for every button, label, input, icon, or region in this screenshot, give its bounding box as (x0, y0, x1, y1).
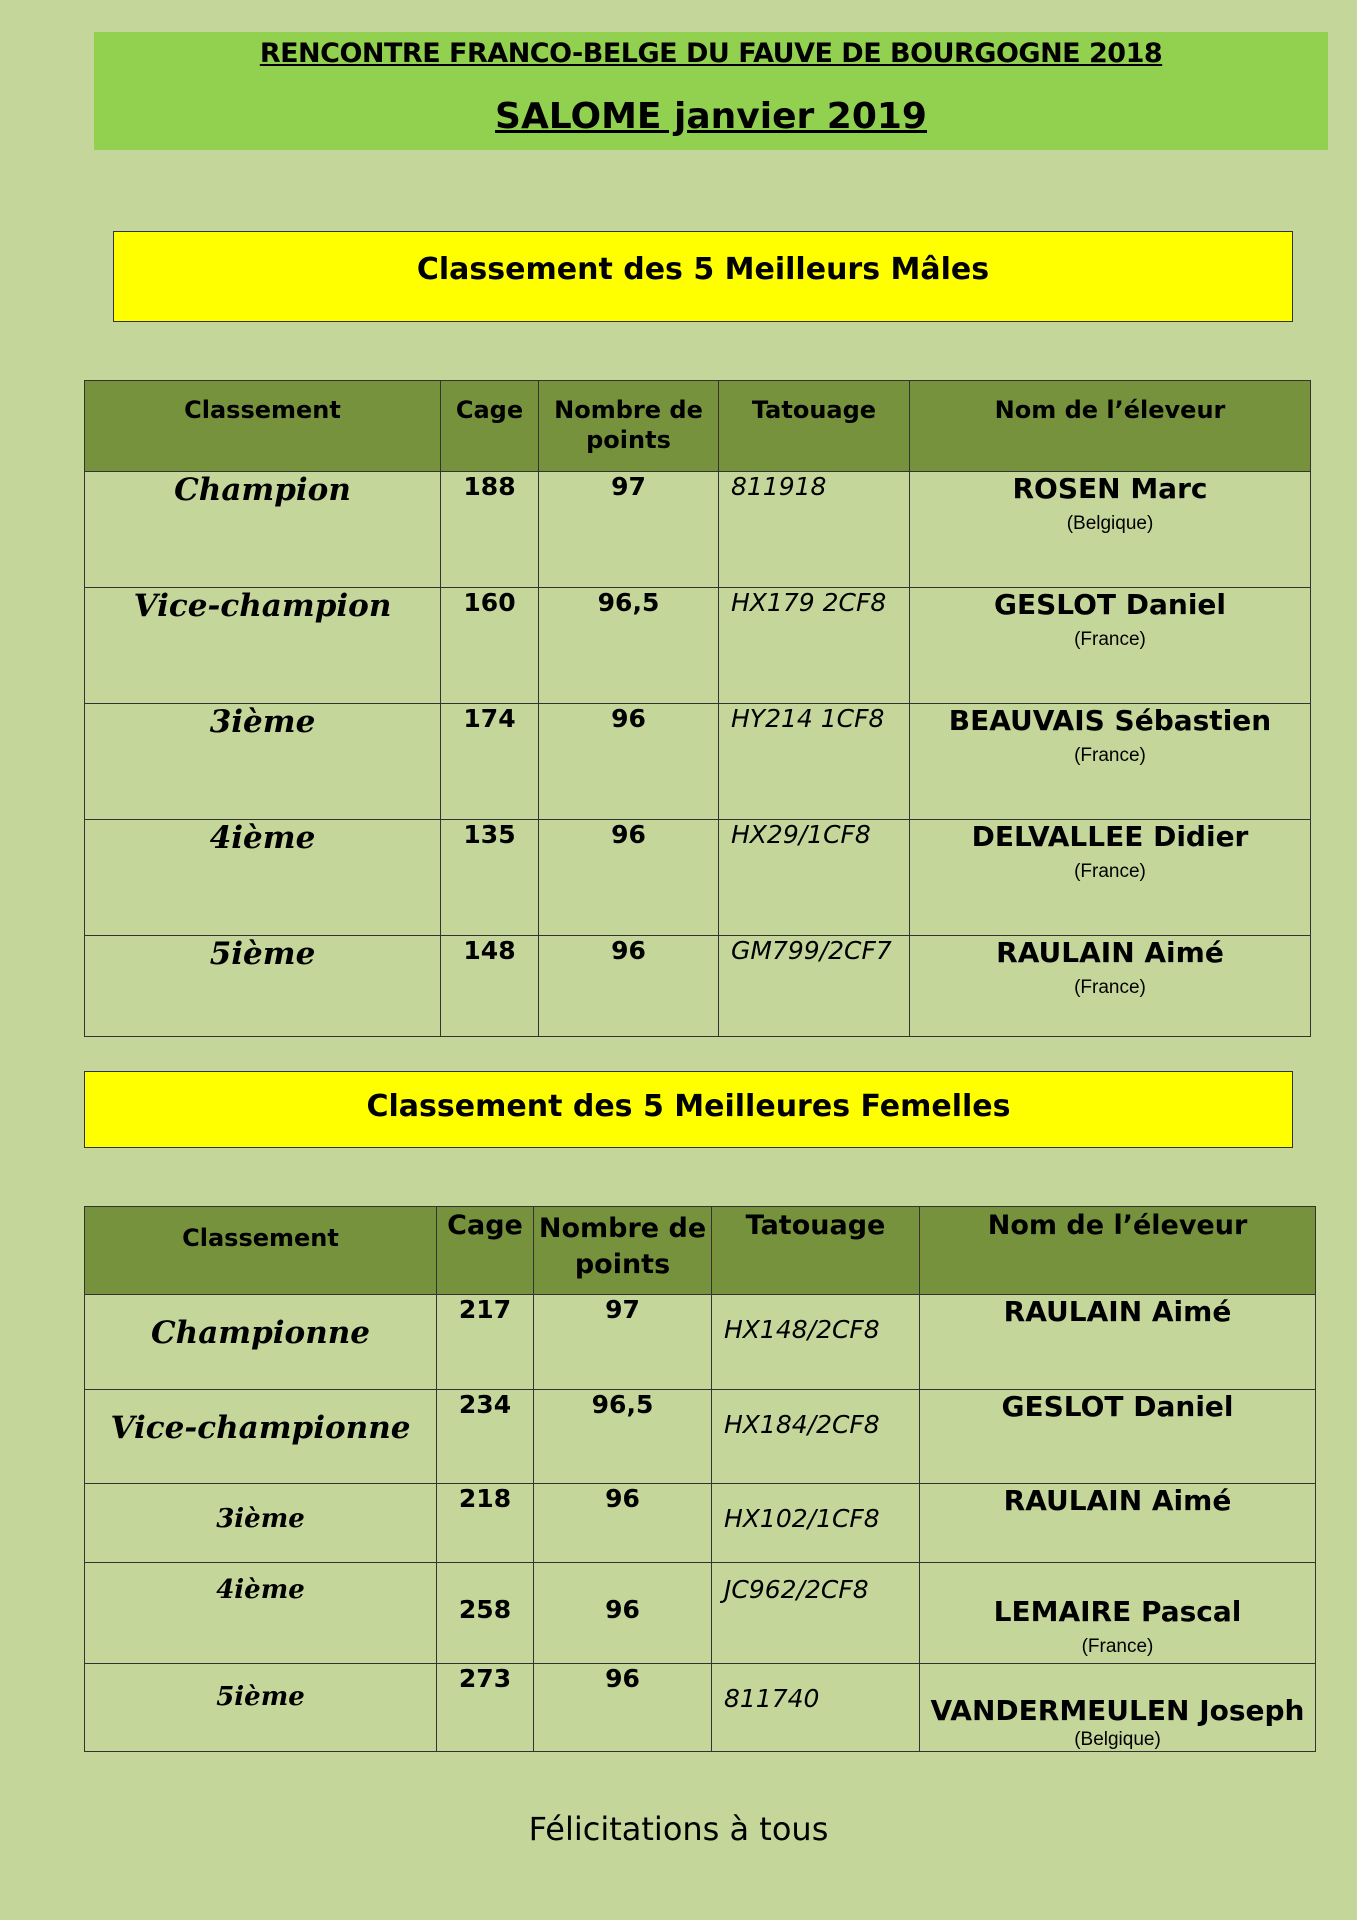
table-header-row (85, 381, 1311, 472)
col-cage: Cage (437, 1207, 534, 1295)
females-section-title: Classement des 5 Meilleures Femelles (84, 1071, 1293, 1148)
tattoo: HX179 2CF8 (731, 588, 887, 617)
rank: Champion (174, 472, 351, 508)
breeder-country: (Belgique) (1066, 513, 1154, 534)
congratulations-text: Félicitations à tous (528, 1810, 829, 1848)
cage: 234 (458, 1390, 512, 1419)
breeder-country: (France) (1074, 861, 1146, 882)
breeder-name: RAULAIN Aimé (1003, 1484, 1232, 1517)
breeder-country: (France) (1081, 1636, 1154, 1657)
table-row (85, 704, 1311, 820)
tattoo: HX29/1CF8 (731, 820, 871, 849)
table-header-row (85, 1207, 1316, 1295)
rank: Championne (150, 1315, 371, 1351)
tattoo: GM799/2CF7 (731, 936, 892, 965)
table-row (85, 472, 1311, 588)
table-row (85, 820, 1311, 936)
rank: 4ième (216, 1575, 305, 1605)
breeder-country: (Belgique) (1074, 1729, 1161, 1750)
cage: 135 (463, 820, 516, 849)
cage: 188 (463, 472, 516, 501)
breeder-name: LEMAIRE Pascal (993, 1595, 1242, 1628)
col-classement: Classement (85, 381, 441, 472)
header-band (94, 32, 1328, 150)
males-ranking-table (84, 380, 1311, 1037)
cage: 258 (458, 1595, 512, 1624)
table-row (85, 936, 1311, 1037)
tattoo: HX102/1CF8 (724, 1504, 880, 1533)
cage: 218 (458, 1484, 512, 1513)
rank: 5ième (209, 936, 316, 972)
breeder-name: RAULAIN Aimé (996, 936, 1224, 969)
rank: 3ième (216, 1504, 305, 1534)
table-row (85, 588, 1311, 704)
table-row (85, 1295, 1316, 1390)
cage: 160 (463, 588, 516, 617)
points: 97 (605, 1295, 640, 1324)
breeder-name: VANDERMEULEN Joseph (930, 1694, 1305, 1727)
tattoo: 811740 (724, 1684, 820, 1713)
rank: 4ième (209, 820, 316, 856)
tattoo: JC962/2CF8 (724, 1575, 869, 1604)
tattoo: HX184/2CF8 (724, 1410, 880, 1439)
rank: Vice-champion (133, 588, 392, 624)
col-cage: Cage (441, 381, 539, 472)
females-ranking-table (84, 1206, 1316, 1752)
points: 96 (605, 1664, 640, 1693)
males-section-title: Classement des 5 Meilleurs Mâles (113, 231, 1293, 322)
cage: 217 (458, 1295, 512, 1324)
points: 96 (611, 704, 646, 733)
points: 96,5 (591, 1390, 654, 1419)
col-tatouage: Tatouage (719, 381, 910, 472)
breeder-name: ROSEN Marc (1012, 472, 1208, 505)
col-tatouage: Tatouage (712, 1207, 920, 1295)
points: 96,5 (597, 588, 660, 617)
event-subtitle: SALOME janvier 2019 (495, 96, 927, 137)
table-row (85, 1484, 1316, 1563)
breeder-country: (France) (1074, 629, 1146, 650)
points: 96 (605, 1595, 640, 1624)
table-row (85, 1390, 1316, 1484)
points: 96 (605, 1484, 640, 1513)
table-row (85, 1664, 1316, 1752)
rank: 3ième (209, 704, 316, 740)
event-title: RENCONTRE FRANCO-BELGE DU FAUVE DE BOURGOGNE 2018 (259, 38, 1163, 69)
rank: 5ième (216, 1682, 305, 1712)
tattoo: 811918 (731, 472, 827, 501)
col-eleveur: Nom de l’éleveur (910, 381, 1311, 472)
table-row (85, 1563, 1316, 1664)
tattoo: HY214 1CF8 (731, 704, 885, 733)
col-points: Nombre de points (539, 381, 719, 472)
col-points: Nombre de points (534, 1207, 712, 1295)
breeder-name: DELVALLEE Didier (971, 820, 1249, 853)
cage: 174 (463, 704, 516, 733)
cage: 273 (458, 1664, 512, 1693)
breeder-name: BEAUVAIS Sébastien (948, 704, 1272, 737)
breeder-name: GESLOT Daniel (1001, 1390, 1234, 1423)
breeder-country: (France) (1074, 745, 1146, 766)
col-eleveur: Nom de l’éleveur (920, 1207, 1316, 1295)
breeder-name: GESLOT Daniel (993, 588, 1227, 621)
breeder-country: (France) (1074, 977, 1146, 998)
points: 96 (611, 936, 646, 965)
rank: Vice-championne (110, 1410, 411, 1446)
points: 96 (611, 820, 646, 849)
tattoo: HX148/2CF8 (724, 1315, 880, 1344)
cage: 148 (463, 936, 516, 965)
col-classement: Classement (85, 1207, 437, 1295)
points: 97 (611, 472, 646, 501)
breeder-name: RAULAIN Aimé (1003, 1295, 1232, 1328)
